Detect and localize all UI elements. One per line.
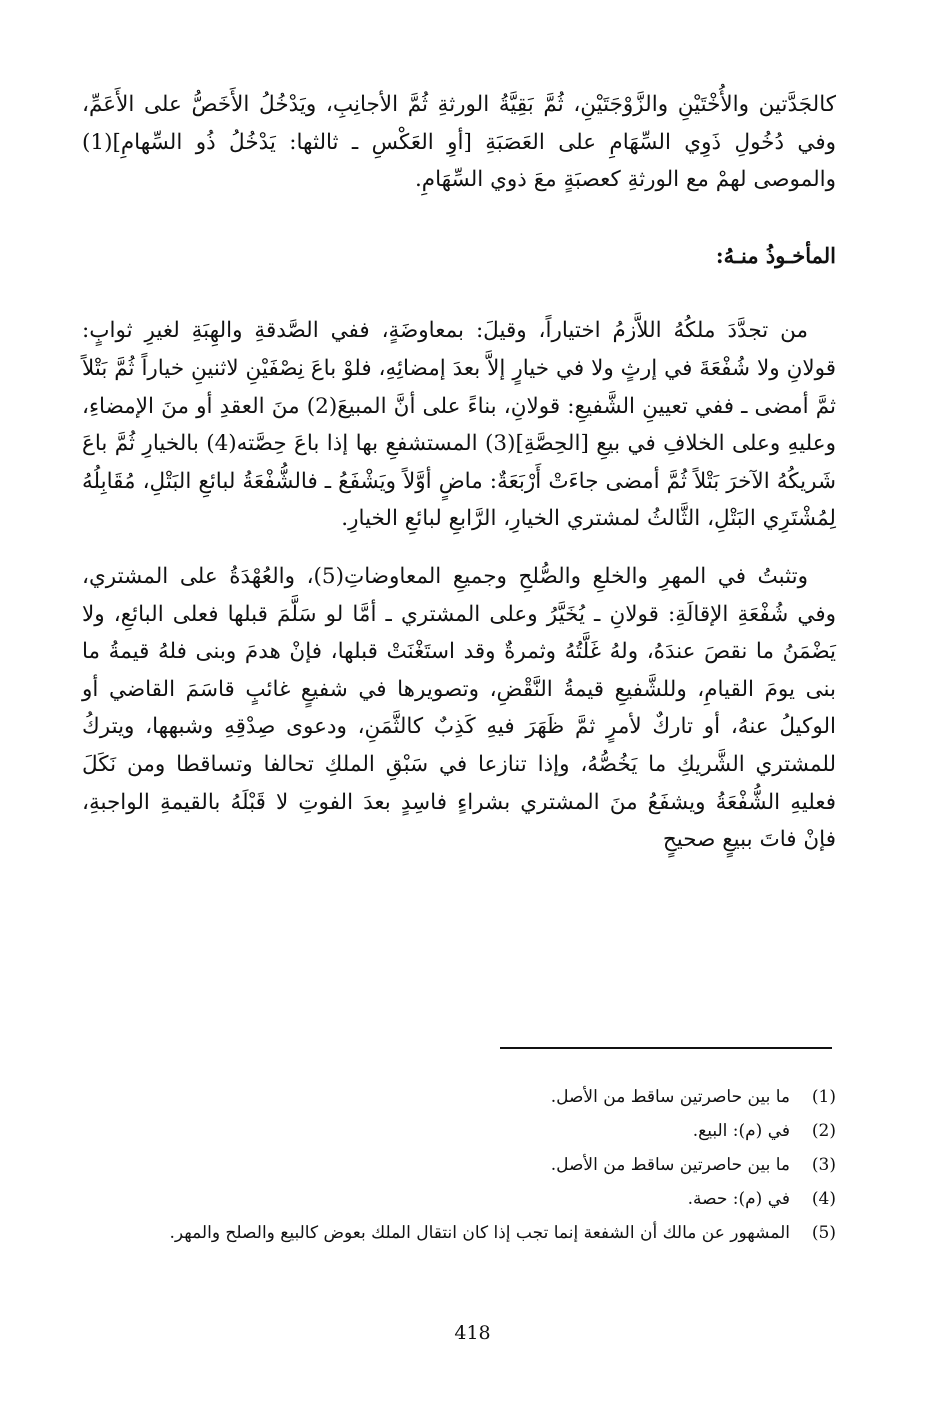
- footnote-number: (4): [811, 1189, 836, 1209]
- footnote-number: (5): [811, 1223, 836, 1243]
- footnote-text: ما بين حاصرتين ساقط من الأصل.: [550, 1087, 790, 1107]
- page-number: 418: [454, 1322, 491, 1344]
- footnote-divider: [500, 1047, 832, 1049]
- footnote-1: [82, 1080, 836, 1114]
- footnote-number: (1): [811, 1087, 836, 1107]
- paragraph-3: وتثبتُ في المهرِ والخلعِ والصُّلحِ وجميعِ المعاوضاتِ(5)، والعُهْدَةُ على المشتري، وفي شُفْعَةِ الإقالَةِ: قولانِ ـ يُخَيَّرُ وعلى المشتري ـ أمَّا لو سَلَّمَ قبلها فعلى البائعِ، ولا يَضْمَنُ ما نقصَ عندَهُ، ولهُ غَلَّتُهُ وثمرةٌ وقد استَغْنَتْ قبلها، فإنْ هدمَ وبنى فلهُ قيمةُ ما بنى يومَ القيامِ، وللشَّفيعِ قيمةُ النَّقْضِ، وتصويرها في شفيعٍ غائبٍ قاسَمَ القاضي أو الوكيلُ عنهُ، أو تاركٌ لأمرٍ ثمَّ ظَهَرَ فيهِ كَذِبٌ كالثَّمَنِ، ودعوى صِدْقِهِ وشبهها، ويتركُ للمشتري الشَّريكِ ما يَخُصُّهُ، وإذا تنازعا في سَبْقِ الملكِ تحالفا وتساقطا ومن نَكَلَ فعليهِ الشُّفْعَةُ ويشفَعُ منَ المشتري بشراءٍ فاسِدٍ بعدَ الفوتِ لا قَبْلَهُ بالقيمةِ الواجبةِ، فإنْ فاتَ ببيعٍ صحيحٍ: [82, 563, 836, 853]
- footnote-4: [82, 1182, 836, 1216]
- footnote-number: (2): [811, 1121, 836, 1141]
- paragraph-2: من تجدَّدَ ملكُهُ اللاَّزمُ اختياراً، وقيلَ: بمعاوضَةٍ، ففي الصَّدقةِ والهِبَةِ لغيرِ ثوابٍ: قولانِ ولا شُفْعَةَ في إرثٍ ولا في خيارٍ إلاَّ بعدَ إمضائِهِ، فلوْ باعَ نِصْفَيْنِ لاثنينِ خياراً ثُمَّ بَتْلاً ثمَّ أمضى ـ ففي تعيينِ الشَّفيعِ: قولانِ، بناءً على أنَّ المبيعَ(2) منَ العقدِ أو منَ الإمضاءِ، وعليهِ وعلى الخلافِ في بيعِ [الحِصَّةِ](3) المستشفعِ بها إذا باعَ حِصَّته(4) بالخيارِ ثُمَّ باعَ شَريكُهُ الآخرَ بَتْلاً ثُمَّ أمضى جاءَتْ أَرْبَعَةٌ: ماضٍ أوَّلاً ويَشْفَعُ ـ فالشُّفْعَةُ لبائعِ البَتْلِ، مُقَابِلُهُ لِمُشْتَرِي البَتْلِ، الثَّالثُ لمشتري الخيارِ، الرَّابعِ لبائعِ الخيارِ.: [82, 318, 837, 532]
- section-heading: المأخـوذُ منـهُ:: [715, 242, 836, 268]
- main-text: [82, 86, 836, 859]
- footnote-number: (3): [811, 1155, 836, 1175]
- footnotes: [82, 1080, 836, 1250]
- footnote-text: في (م): البيع.: [692, 1121, 790, 1141]
- paragraph-1: كالجَدَّتين والأُخْتَيْنِ والزَّوْجَتَيْنِ، ثُمَّ بَقِيَّةُ الورثةِ ثُمَّ الأجانِبِ، ويَدْخُلُ الأَخَصُّ على الأَعَمِّ، وفي دُخُولِ ذَوِي السِّهَامِ على العَصَبَةِ [أوِ العَكْسِ ـ ثالثها: يَدْخُلُ ذُو السِّهامِ](1) والموصى لهمْ مع الورثةِ كعصبَةٍ معَ ذوي السِّهَامِ.: [82, 92, 836, 193]
- footnote-text: في (م): حصة.: [687, 1189, 790, 1209]
- footnote-3: [82, 1148, 836, 1182]
- footnote-2: [82, 1114, 836, 1148]
- footnote-5: [82, 1216, 836, 1250]
- footnote-text: المشهور عن مالك أن الشفعة إنما تجب إذا كان انتقال الملك بعوض كالبيع والصلح والمهر.: [169, 1223, 790, 1243]
- footnote-text: ما بين حاصرتين ساقط من الأصل.: [550, 1155, 790, 1175]
